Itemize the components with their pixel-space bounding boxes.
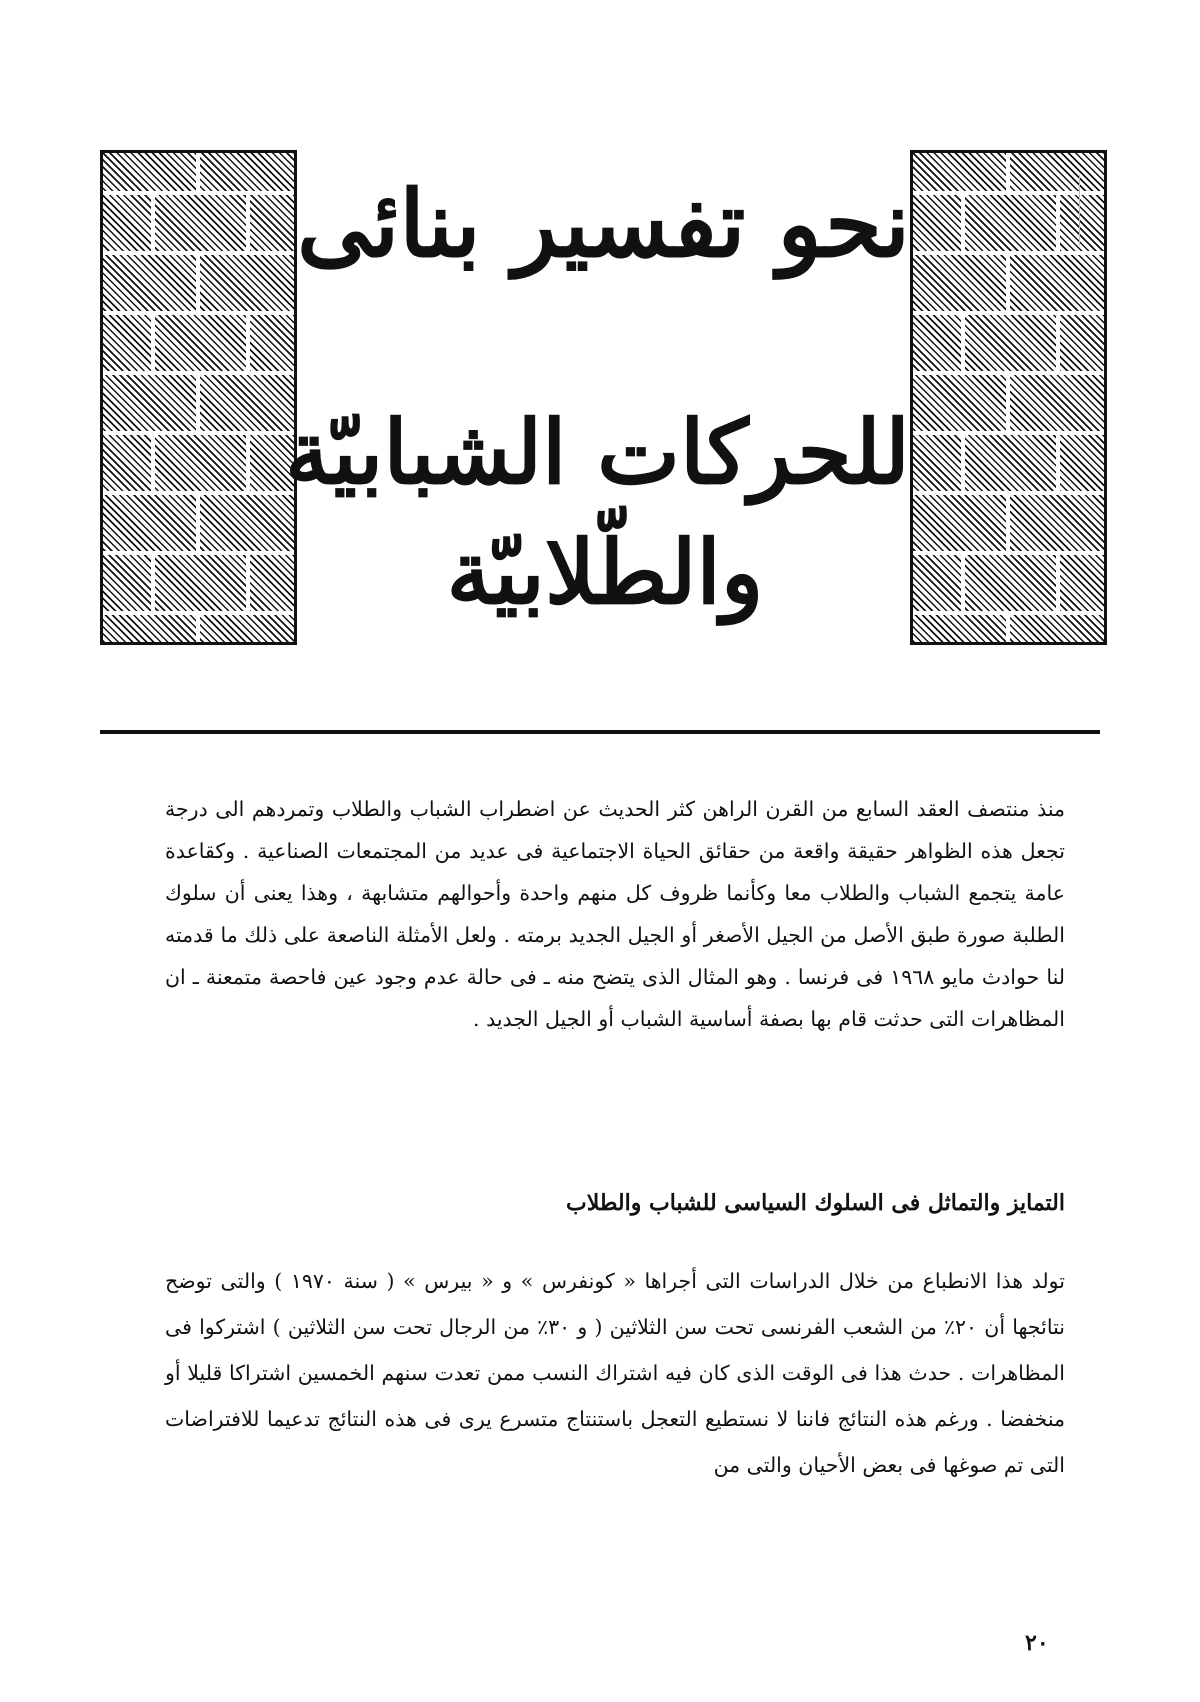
title-line-3: والطّلابيّة	[446, 520, 764, 624]
left-brick-lines	[103, 153, 294, 642]
left-brick-panel	[100, 150, 297, 645]
page-number: ٢٠	[1025, 1630, 1049, 1656]
title-line-1: نحو تفسير بنائى	[296, 170, 910, 278]
title-line-2: للحركات الشبابيّة	[285, 400, 910, 504]
intro-paragraph: منذ منتصف العقد السابع من القرن الراهن كثر الحديث عن اضطراب الشباب والطلاب وتمردهم الى درجة تجعل هذه الظواهر حقيقة واقعة من حقائق الحياة الاجتماعية فى عديد من المجتمعات الصناعية . وكقاعدة عامة يتجمع الشباب والطلاب معا وكأنما ظروف كل منهم واحدة وأحوالهم متشابهة ، وهذا يعنى أن سلوك الطلبة صورة طبق الأصل من الجيل الأصغر أو الجيل الجديد برمته . ولعل الأمثلة الناصعة على ذلك ما قدمته لنا حوادث مايو ١٩٦٨ فى فرنسا . وهو المثال الذى يتضح منه ـ فى حالة عدم وجود عين فاحصة متمعنة ـ ان المظاهرات التى حدثت قام بها بصفة أساسية الشباب أو الجيل الجديد .	[165, 797, 1065, 1031]
right-brick-lines	[913, 153, 1104, 642]
section-heading: التمايز والتماثل فى السلوك السياسى للشباب والطلاب	[566, 1190, 1065, 1216]
margin-mark	[1079, 175, 1080, 245]
section-paragraph: تولد هذا الانطباع من خلال الدراسات التى أجراها « كونفرس » و « بيرس » ( سنة ١٩٧٠ ) والتى توضح نتائجها أن ٢٠٪ من الشعب الفرنسى تحت سن الثلاثين ( و ٣٠٪ من الرجال تحت سن الثلاثين ) اشتركوا فى المظاهرات . حدث هذا فى الوقت الذى كان فيه اشتراك النسب ممن تعدت سنهم الخمسين اشتراكا قليلا أو منخفضا . ورغم هذه النتائج فاننا لا نستطيع التعجل باستنتاج متسرع يرى فى هذه النتائج تدعيما للافتراضات التى تم صوغها فى بعض الأحيان والتى من	[165, 1269, 1065, 1477]
right-brick-panel	[910, 150, 1107, 645]
title-block	[285, 150, 910, 645]
horizontal-rule	[100, 730, 1100, 734]
